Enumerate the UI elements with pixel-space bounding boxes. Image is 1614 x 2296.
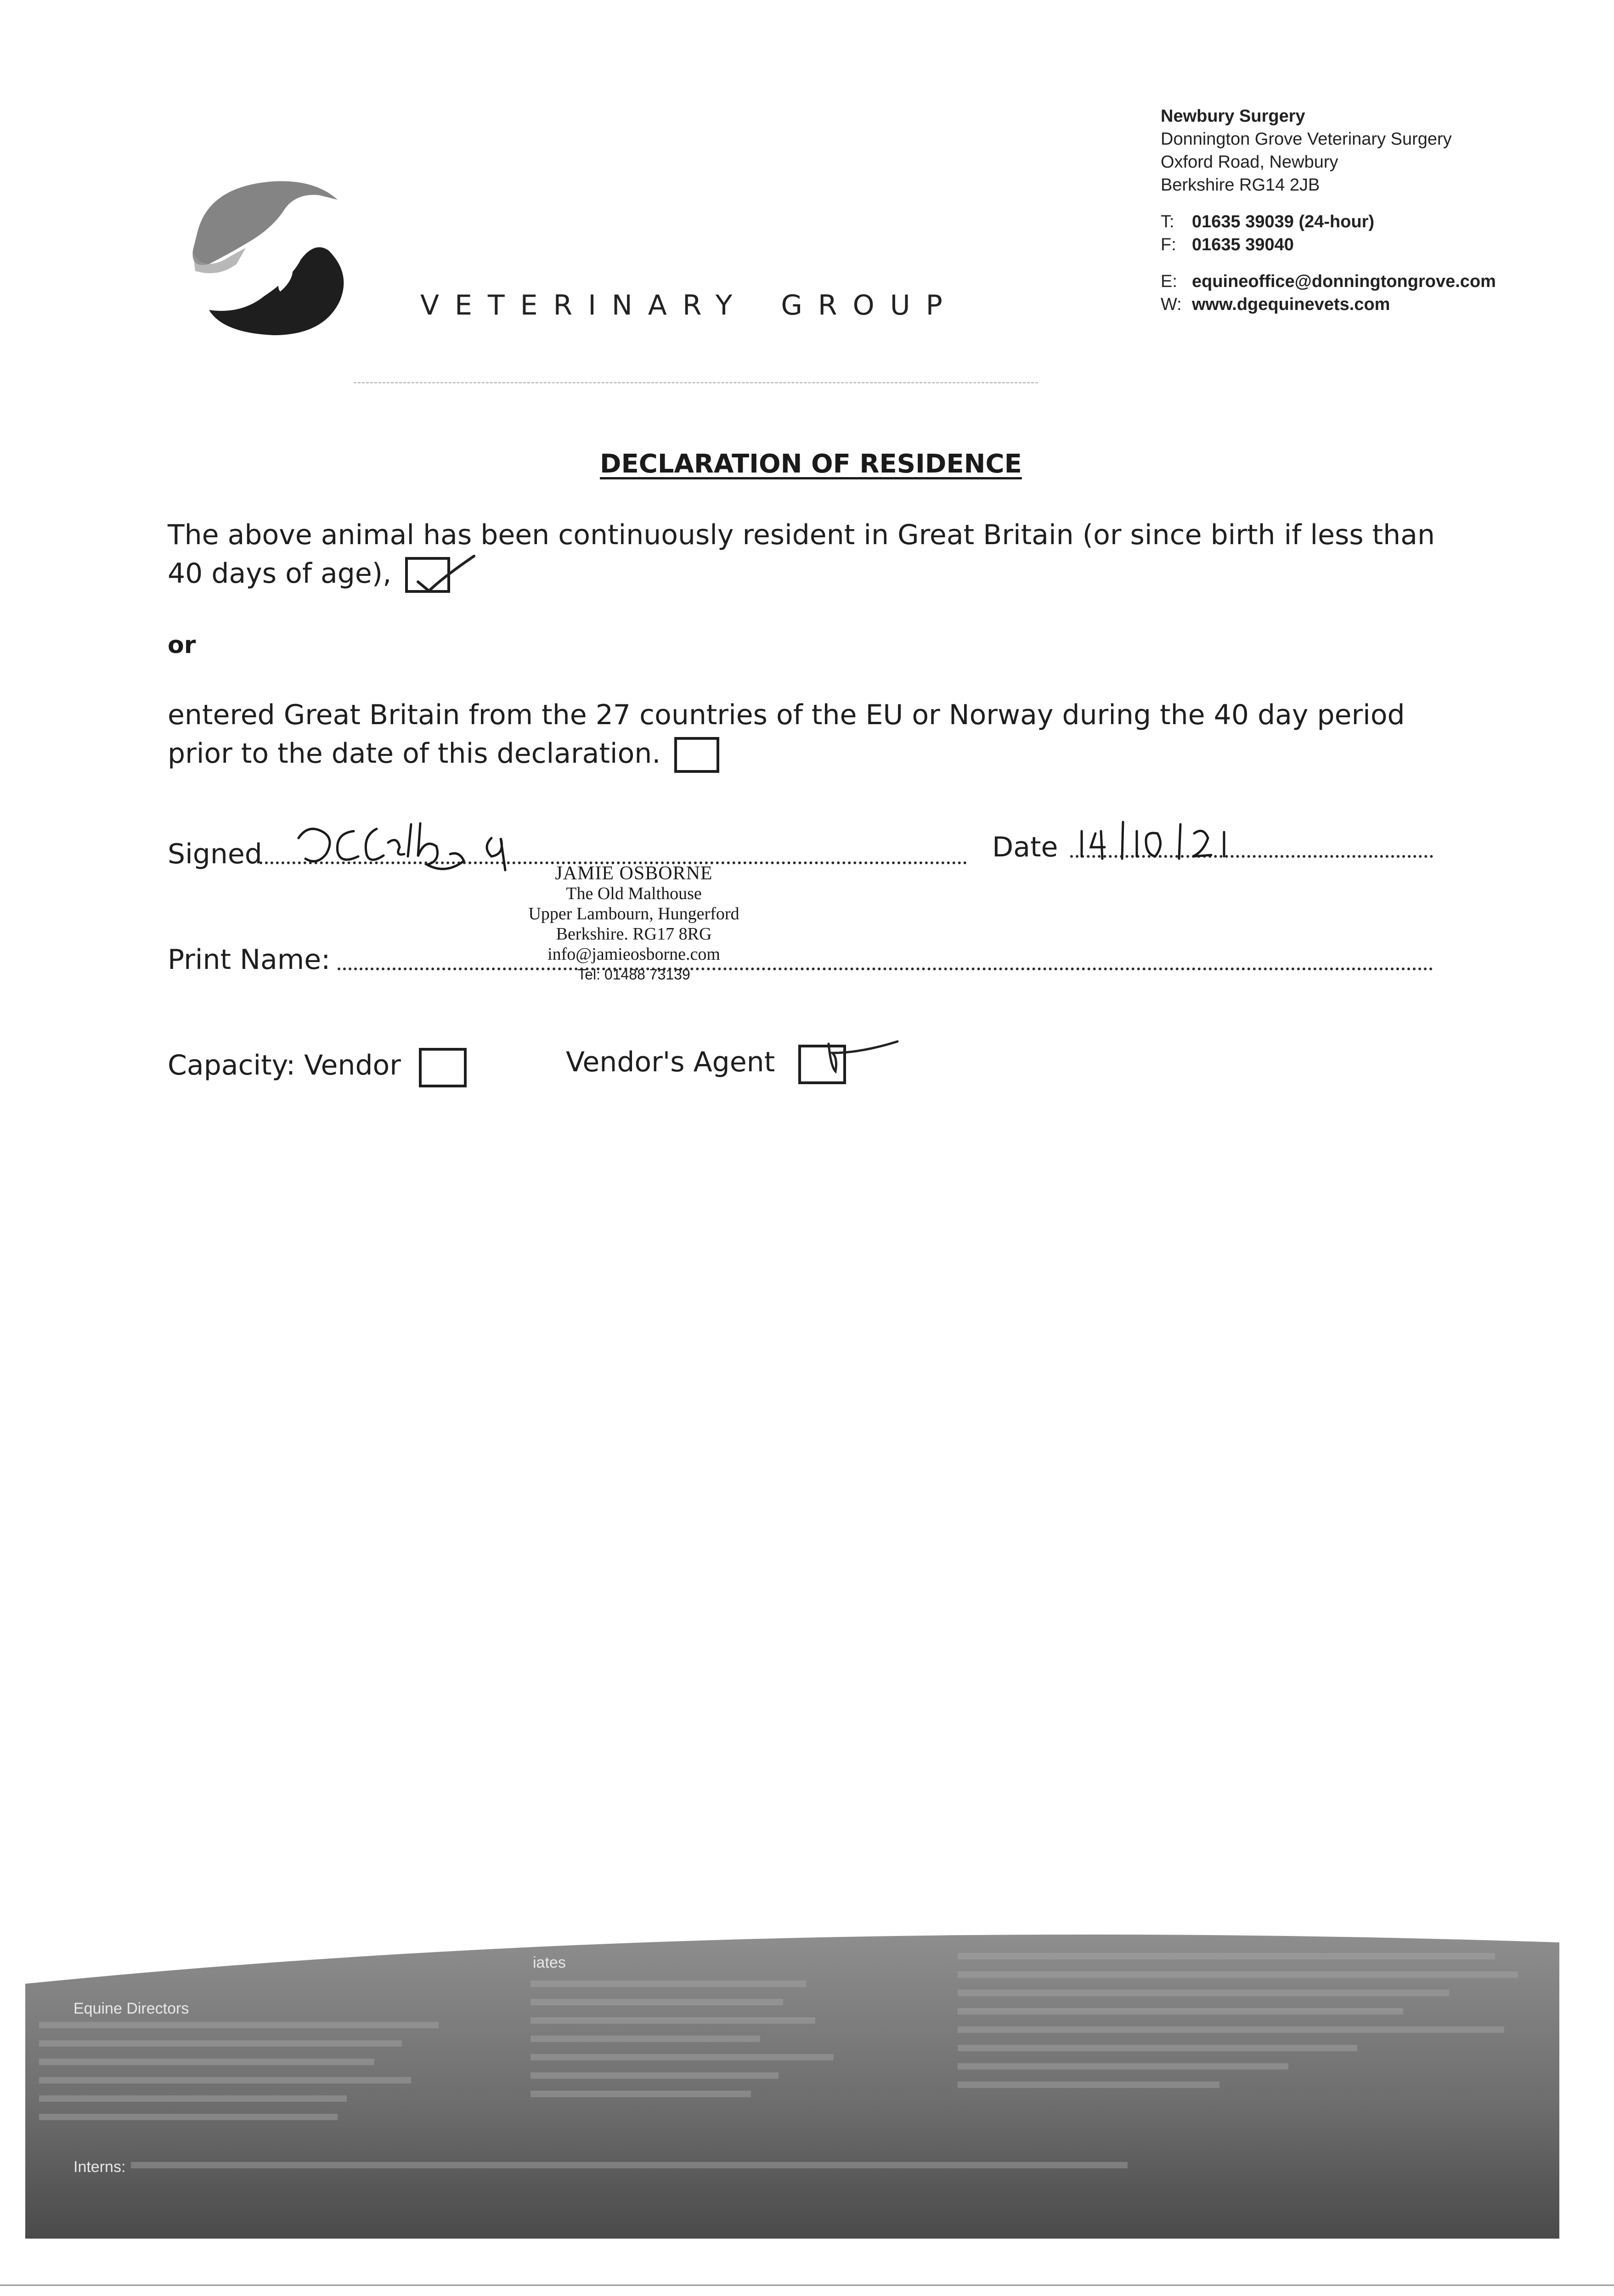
fax-key: F: <box>1161 235 1176 254</box>
statement-line: prior to the date of this declaration. <box>168 737 661 770</box>
agent-checkbox[interactable] <box>798 1045 846 1084</box>
document-title: DECLARATION OF RESIDENCE <box>600 449 1022 479</box>
print-name-line[interactable] <box>338 968 1433 970</box>
stamp-telephone: Tel: 01488 73139 <box>577 966 690 983</box>
telephone-number: 01635 39039 (24-hour) <box>1192 212 1375 231</box>
footer-interns-label: Interns: <box>73 2158 126 2176</box>
telephone-row <box>1161 210 1496 233</box>
email-key: E: <box>1161 272 1177 291</box>
surgery-name: Newbury Surgery <box>1161 107 1305 126</box>
address-line: Donnington Grove Veterinary Surgery <box>1161 129 1452 149</box>
brand-wordmark <box>420 289 991 321</box>
email-row <box>1161 270 1496 293</box>
web-address: www.dgequinevets.com <box>1192 295 1390 314</box>
stamp-address-line: Upper Lambourn, Hungerford <box>528 904 739 923</box>
fax-number: 01635 39040 <box>1192 235 1294 254</box>
vendors-agent-label: Vendor's Agent <box>566 1046 775 1078</box>
brand-word-veterinary: VETERINARY <box>420 289 748 321</box>
fax-row <box>1161 233 1496 256</box>
entry-checkbox[interactable] <box>674 737 719 773</box>
address-line: Oxford Road, Newbury <box>1161 152 1338 172</box>
date-label: Date <box>992 831 1058 863</box>
statement-line-with-checkbox <box>168 734 1405 773</box>
date-value-text: 14 / 10 / 21 <box>1252 854 1257 855</box>
telephone-key: T: <box>1161 212 1174 231</box>
entry-statement <box>168 696 1405 773</box>
statement-line-with-checkbox <box>168 554 1435 593</box>
check-mark-icon <box>810 1035 911 1085</box>
web-key: W: <box>1161 295 1182 314</box>
brand-word-group: GROUP <box>781 289 958 321</box>
residence-statement <box>168 516 1435 593</box>
stamp-email: info@jamieosborne.com <box>547 945 720 964</box>
statement-line: 40 days of age), <box>168 557 392 590</box>
or-separator: or <box>168 631 196 659</box>
stamp-name: JAMIE OSBORNE <box>555 863 713 884</box>
statement-line: entered Great Britain from the 27 countries of the EU or Norway during the 40 day period <box>168 699 1405 731</box>
web-row <box>1161 293 1496 316</box>
page-bottom-edge <box>0 2285 1614 2286</box>
veterinary-group-logo <box>181 172 354 342</box>
footer-directors-heading: Equine Directors <box>73 2000 189 2017</box>
vendor-checkbox[interactable] <box>419 1048 467 1087</box>
footer-band <box>25 1919 1559 2239</box>
statement-line: The above animal has been continuously resident in Great Britain (or since birth if less than <box>168 519 1435 551</box>
handwritten-date <box>1077 813 1288 863</box>
footer-associates-heading: iates <box>533 1954 566 1971</box>
signed-label: Signed <box>168 838 262 870</box>
address-block <box>1161 105 1496 316</box>
stamp-address-line: Berkshire. RG17 8RG <box>556 924 712 944</box>
address-line: Berkshire RG14 2JB <box>1161 175 1320 195</box>
print-name-label: Print Name: <box>168 944 331 976</box>
residence-checkbox[interactable] <box>405 557 450 593</box>
check-mark-icon <box>405 546 479 601</box>
stamp-address-line: The Old Malthouse <box>566 884 702 903</box>
email-address: equineoffice@donningtongrove.com <box>1192 272 1496 291</box>
vendor-agent-stamp <box>505 863 762 985</box>
capacity-vendor-label: Capacity: Vendor <box>168 1049 401 1081</box>
letterhead-divider <box>354 382 1038 383</box>
